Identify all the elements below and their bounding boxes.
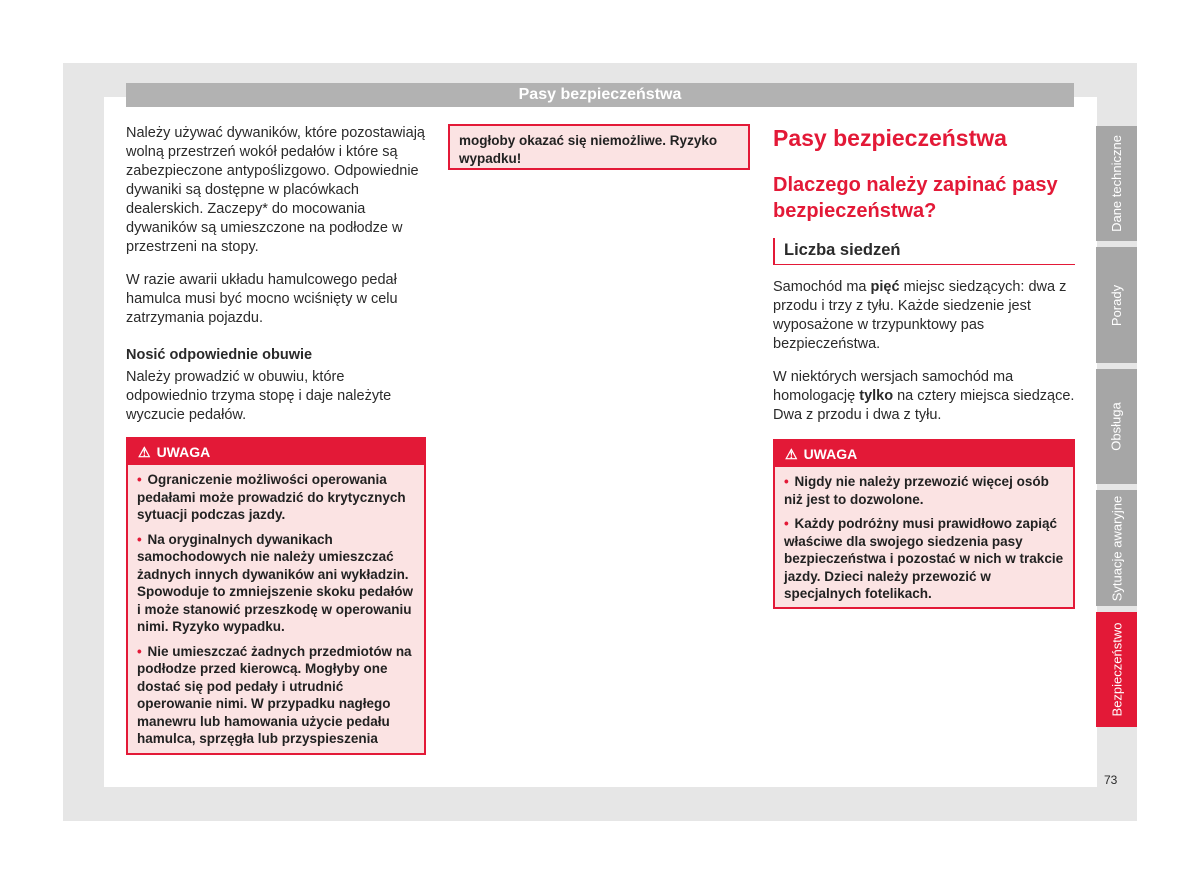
bullet-icon: • bbox=[784, 516, 789, 531]
warning-item bbox=[784, 515, 1064, 603]
bullet-icon: • bbox=[137, 643, 142, 659]
bullet-icon: • bbox=[137, 472, 142, 487]
tab-label: Sytuacje awaryjne bbox=[1109, 495, 1124, 601]
warning-triangle-icon: ⚠ bbox=[138, 444, 151, 460]
tab-obsluga[interactable] bbox=[1096, 369, 1137, 484]
warning-continuation-box: mogłoby okazać się niemożliwe. Ryzyko wypadku! bbox=[448, 124, 750, 170]
warning-title: UWAGA bbox=[156, 444, 211, 460]
text-bold: pięć bbox=[870, 279, 900, 295]
warning-item-text: Nie umieszczać żadnych przedmiotów na podłodze przed kierowcą. Mogłyby one dostać się pod pedały i utrudnić operowanie nimi. W przypadku nagłego manewru lub hamowania użycie pedału hamulca, sprzęgła lub przyspieszenia bbox=[137, 643, 412, 746]
section-subtitle: Dlaczego należy zapinać pasy bezpieczeństwa? bbox=[773, 174, 1058, 222]
tab-label: Obsługa bbox=[1109, 402, 1125, 451]
paragraph-homologation bbox=[773, 368, 1075, 425]
warning-header bbox=[775, 441, 1073, 467]
text-segment: miejsc siedzących: dwa z przodu i trzy z tyłu. Każde siedzenie jest wyposażone w trzypunktowy pas bezpieczeństwa. bbox=[773, 279, 1067, 352]
text-segment: na cztery miejsca siedzące. Dwa z przodu i dwa z tyłu. bbox=[773, 388, 1075, 423]
warning-triangle-icon: ⚠ bbox=[785, 446, 798, 462]
warning-header bbox=[128, 439, 424, 465]
subheading-footwear: Nosić odpowiednie obuwie bbox=[126, 347, 313, 363]
bullet-icon: • bbox=[784, 474, 789, 489]
warning-body bbox=[775, 467, 1073, 607]
text-segment: W niektórych wersjach samochód ma homologację bbox=[773, 369, 1014, 404]
bullet-icon: • bbox=[137, 531, 142, 547]
tab-label: Bezpieczeństwo bbox=[1109, 622, 1125, 717]
text-segment: Samochód ma bbox=[773, 279, 871, 295]
warning-item-text: Każdy podróżny musi prawidłowo zapiąć właściwe dla swojego siedzenia pasy bezpieczeństwa i pozostać w nich w trakcie jazdy. Dzieci należy przewozić w specjalnych fotelikach. bbox=[784, 516, 1064, 601]
warning-item bbox=[137, 531, 415, 636]
tab-sytuacje-awaryjne[interactable] bbox=[1096, 490, 1137, 606]
text-bold: tylko bbox=[859, 388, 894, 404]
paragraph-footwear: Należy prowadzić w obuwiu, które odpowiednio trzyma stopę i daje należyte wyczucie pedałów. bbox=[126, 369, 392, 423]
tab-label: Porady bbox=[1109, 284, 1125, 326]
warning-item bbox=[137, 643, 415, 748]
column-right bbox=[773, 124, 1075, 609]
subsection-heading: Liczba siedzeń bbox=[773, 238, 1075, 265]
page-number: 73 bbox=[1104, 773, 1118, 787]
warning-box-pedals bbox=[126, 437, 426, 755]
warning-body bbox=[128, 465, 424, 753]
page-header-title: Pasy bezpieczeństwa bbox=[126, 83, 1074, 107]
tab-porady[interactable] bbox=[1096, 247, 1137, 363]
paragraph-brake-failure: W razie awarii układu hamulcowego pedał hamulca musi być mocno wciśnięty w celu zatrzymania pojazdu. bbox=[126, 272, 398, 326]
column-left bbox=[126, 124, 426, 755]
warning-item-text: Ograniczenie możliwości operowania pedałami może prowadzić do krytycznych sytuacji podczas jazdy. bbox=[137, 472, 406, 522]
paragraph-seat-count bbox=[773, 278, 1075, 354]
warning-item-text: Na oryginalnych dywanikach samochodowych nie należy umieszczać żadnych innych dywaników ani wykładzin. Spowoduje to zmniejszenie skoku pedałów i może stanowić przeszkodę w operowaniu nimi. Ryzyko wypadku. bbox=[137, 531, 414, 634]
tab-bezpieczenstwo[interactable] bbox=[1096, 612, 1137, 727]
section-title: Pasy bezpieczeństwa bbox=[773, 125, 1007, 151]
warning-box-passengers bbox=[773, 439, 1075, 609]
tab-dane-techniczne[interactable] bbox=[1096, 126, 1137, 241]
paragraph-floor-mats: Należy używać dywaników, które pozostawiają wolną przestrzeń wokół pedałów i które są zabezpieczone antypoślizgowo. Odpowiednie dywaniki są dostępne w placówkach dealerskich. Zaczepy* do mocowania dywaników są umieszczone na podłodze w przestrzeni na stopy. bbox=[126, 125, 425, 255]
warning-title: UWAGA bbox=[803, 446, 858, 462]
warning-item-text: Nigdy nie należy przewozić więcej osób niż jest to dozwolone. bbox=[784, 474, 1049, 507]
warning-item bbox=[137, 471, 415, 524]
warning-item bbox=[784, 473, 1064, 508]
tab-label: Dane techniczne bbox=[1109, 135, 1124, 232]
